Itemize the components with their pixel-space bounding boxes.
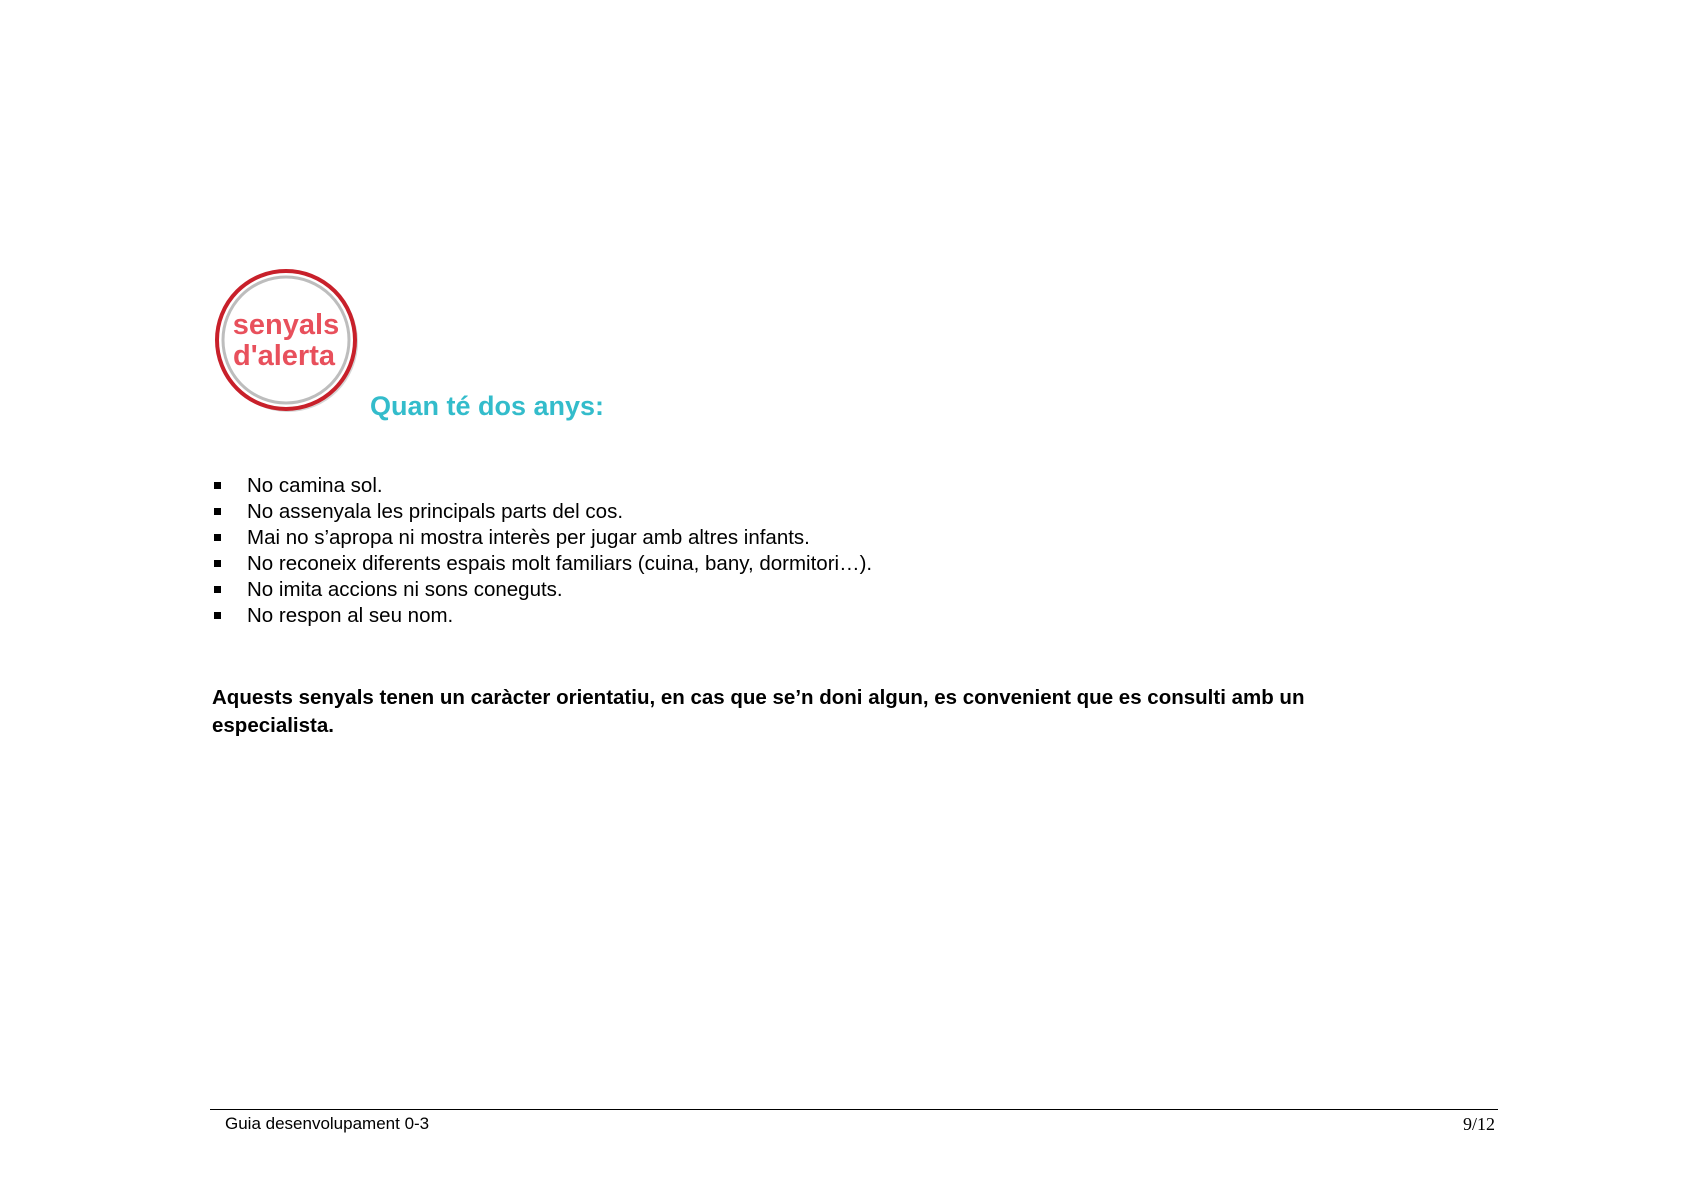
logo-text-line2: d'alerta xyxy=(233,340,335,372)
footer-document-title: Guia desenvolupament 0-3 xyxy=(225,1114,430,1133)
senyals-alerta-logo xyxy=(212,268,362,416)
list-item-text: No imita accions ni sons coneguts. xyxy=(247,578,563,601)
list-item-text: No assenyala les principals parts del cos. xyxy=(247,500,624,523)
list-item xyxy=(212,525,872,551)
list-item-text: No camina sol. xyxy=(247,474,383,497)
list-item xyxy=(212,499,872,525)
list-item xyxy=(212,551,872,577)
square-bullet-icon xyxy=(214,534,221,541)
footer-divider xyxy=(210,1109,1498,1110)
section-heading: Quan té dos anys: xyxy=(370,391,605,421)
alert-badge-icon xyxy=(212,268,362,416)
square-bullet-icon xyxy=(214,586,221,593)
warning-signs-list xyxy=(212,473,872,629)
list-item-text: Mai no s’apropa ni mostra interès per jugar amb altres infants. xyxy=(247,526,810,549)
list-item xyxy=(212,603,872,629)
footer-page-number: 9/12 xyxy=(1462,1114,1495,1134)
list-item-text: No respon al seu nom. xyxy=(247,604,454,627)
list-item xyxy=(212,577,872,603)
square-bullet-icon xyxy=(214,482,221,489)
list-item xyxy=(212,473,872,499)
list-item-text: No reconeix diferents espais molt familiars (cuina, bany, dormitori…). xyxy=(247,552,873,575)
logo-text-line1: senyals xyxy=(232,309,340,341)
square-bullet-icon xyxy=(214,612,221,619)
orientation-note: Aquests senyals tenen un caràcter orientatiu, en cas que se’n doni algun, es convenient que es consulti amb un especialista. xyxy=(212,686,1305,737)
square-bullet-icon xyxy=(214,560,221,567)
square-bullet-icon xyxy=(214,508,221,515)
